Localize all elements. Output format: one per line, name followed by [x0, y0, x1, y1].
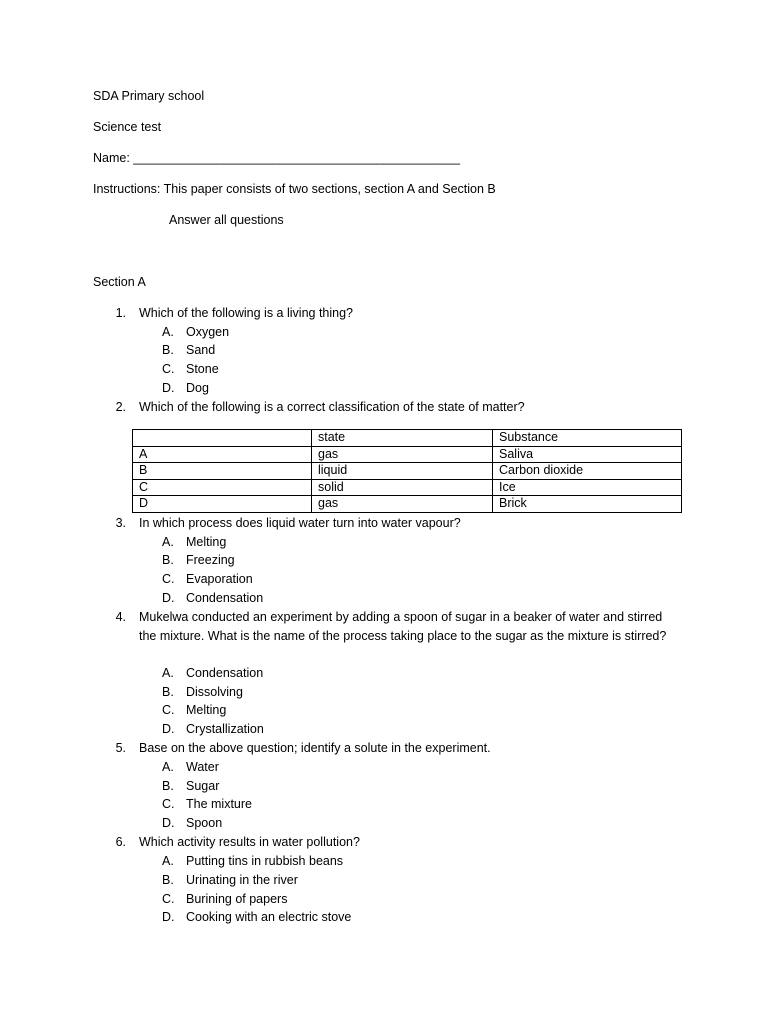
question-text: In which process does liquid water turn into water vapour?: [139, 516, 461, 530]
table-row: [133, 446, 682, 463]
table-cell: Carbon dioxide: [493, 463, 682, 480]
table-cell: B: [133, 463, 312, 480]
question-number: 6.: [115, 835, 126, 849]
name-field: Name: _______________________________________________: [93, 151, 461, 165]
option-letter: D.: [162, 816, 175, 830]
table-row: [133, 479, 682, 496]
table-cell: A: [133, 446, 312, 463]
option-letter: D.: [162, 381, 175, 395]
table-cell: C: [133, 479, 312, 496]
table-cell: liquid: [312, 463, 493, 480]
option-text: Evaporation: [186, 572, 253, 586]
table-header-row: [133, 430, 682, 447]
option-text: The mixture: [186, 797, 252, 811]
option-text: Dog: [186, 381, 209, 395]
option-text: Condensation: [186, 591, 264, 605]
question-number: 1.: [115, 306, 126, 320]
option-letter: D.: [162, 910, 175, 924]
question-text: Which of the following is a living thing?: [139, 306, 354, 320]
table-row: [133, 496, 682, 513]
option-letter: A.: [162, 535, 174, 549]
question-number: 4.: [115, 610, 126, 624]
option-letter: B.: [162, 685, 174, 699]
test-title: Science test: [93, 120, 162, 134]
section-title: Section A: [93, 275, 146, 289]
option-text: Sugar: [186, 779, 220, 793]
option-text: Sand: [186, 343, 216, 357]
option-letter: D.: [162, 722, 175, 736]
table-cell: Ice: [493, 479, 682, 496]
question-text: Which of the following is a correct classification of the state of matter?: [139, 400, 525, 414]
option-letter: A.: [162, 854, 174, 868]
option-text: Melting: [186, 535, 227, 549]
option-text: Water: [186, 760, 219, 774]
table-header-cell: [133, 430, 312, 447]
question-text: Base on the above question; identify a solute in the experiment.: [139, 741, 491, 755]
state-of-matter-table: [132, 429, 682, 513]
option-letter: C.: [162, 892, 175, 906]
table-cell: gas: [312, 496, 493, 513]
instructions: Instructions: This paper consists of two sections, section A and Section B: [93, 182, 496, 196]
question-text: Mukelwa conducted an experiment by adding a spoon of sugar in a beaker of water and stirred the mixture. What is the name of the process taking place to the sugar as the mixture is stirred?: [139, 610, 667, 643]
option-text: Putting tins in rubbish beans: [186, 854, 344, 868]
option-text: Crystallization: [186, 722, 264, 736]
table-cell: gas: [312, 446, 493, 463]
option-text: Condensation: [186, 666, 264, 680]
table-cell: solid: [312, 479, 493, 496]
option-text: Melting: [186, 703, 227, 717]
option-letter: B.: [162, 779, 174, 793]
table-cell: Brick: [493, 496, 682, 513]
question-text: Which activity results in water pollution?: [139, 835, 360, 849]
question-number: 2.: [115, 400, 126, 414]
option-letter: B.: [162, 873, 174, 887]
option-text: Spoon: [186, 816, 223, 830]
option-text: Stone: [186, 362, 219, 376]
option-letter: C.: [162, 703, 175, 717]
table-cell: Saliva: [493, 446, 682, 463]
option-text: Burining of papers: [186, 892, 288, 906]
table-cell: D: [133, 496, 312, 513]
option-letter: C.: [162, 572, 175, 586]
option-letter: C.: [162, 362, 175, 376]
option-letter: A.: [162, 760, 174, 774]
question-number: 5.: [115, 741, 126, 755]
table-row: [133, 463, 682, 480]
table-header-cell: state: [312, 430, 493, 447]
option-letter: A.: [162, 666, 174, 680]
school-name: SDA Primary school: [93, 89, 205, 103]
answer-all-instruction: Answer all questions: [169, 213, 284, 227]
option-letter: A.: [162, 325, 174, 339]
option-letter: C.: [162, 797, 175, 811]
option-text: Dissolving: [186, 685, 243, 699]
option-letter: D.: [162, 591, 175, 605]
option-text: Oxygen: [186, 325, 230, 339]
option-letter: B.: [162, 343, 174, 357]
option-letter: B.: [162, 553, 174, 567]
table-header-cell: Substance: [493, 430, 682, 447]
option-text: Freezing: [186, 553, 235, 567]
option-text: Cooking with an electric stove: [186, 910, 352, 924]
question-number: 3.: [115, 516, 126, 530]
option-text: Urinating in the river: [186, 873, 298, 887]
